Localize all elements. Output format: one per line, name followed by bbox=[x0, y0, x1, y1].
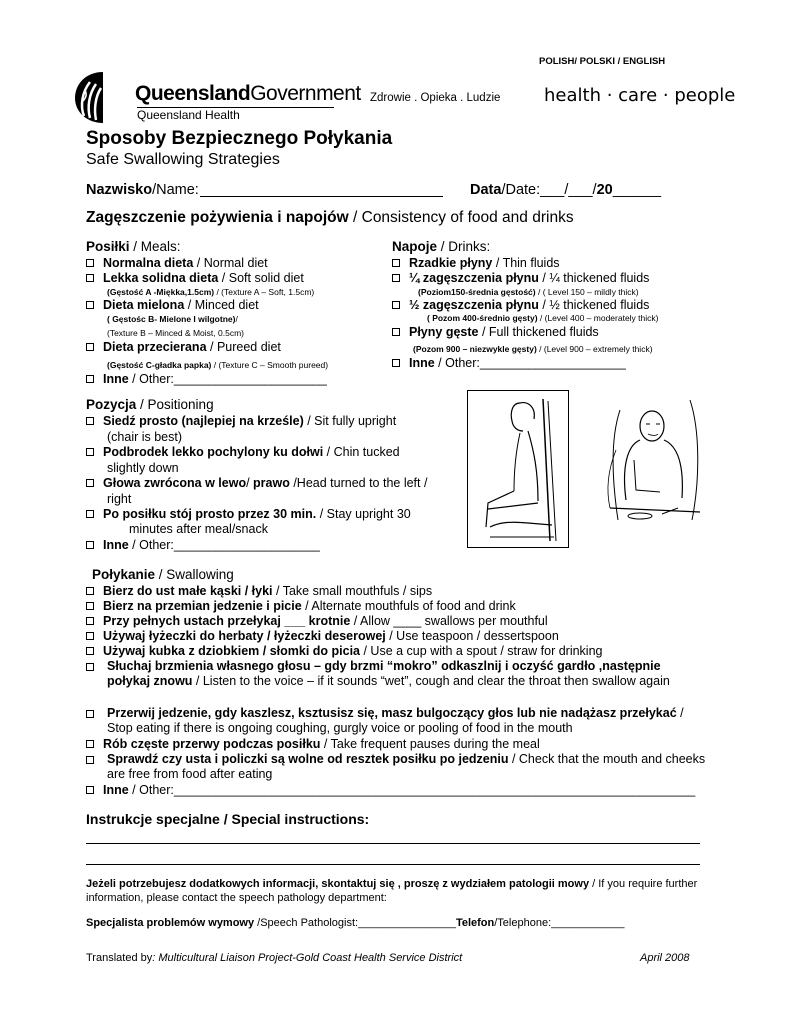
telephone-pl: Telefon bbox=[455, 917, 495, 929]
checkbox-icon[interactable] bbox=[86, 541, 94, 549]
swallow-spout-cup[interactable] bbox=[86, 644, 602, 659]
checkbox-icon[interactable] bbox=[86, 301, 94, 309]
meal-soft[interactable] bbox=[86, 271, 304, 286]
pos-other[interactable] bbox=[86, 538, 320, 553]
swallow-4-en: / Use a cup with a spout / straw for drinking bbox=[360, 644, 603, 658]
swallow-7-en: / Take frequent pauses during the meal bbox=[320, 737, 540, 751]
meal-minced-note-2: (Texture B – Minced & Moist, 0.5cm) bbox=[107, 328, 244, 338]
contact-info-en: / If you require further information, please contact the speech pathology department: bbox=[86, 878, 698, 904]
drink-full[interactable] bbox=[392, 325, 599, 340]
meal-minced-note-pl: ( Gęstośc B- Mielone I wilgotne) bbox=[107, 314, 236, 324]
swallow-7-pl: Rób częste przerwy podczas posiłku bbox=[103, 737, 321, 751]
positioning-heading bbox=[86, 397, 214, 412]
pos-head-en2: right bbox=[107, 492, 132, 506]
meal-soft-pl: Lekka solidna dieta bbox=[103, 271, 219, 285]
swallow-2-pl: Przy pełnych ustach przełykaj ___ krotnie bbox=[103, 614, 351, 628]
drink-quarter-note-en: / ( Level 150 – mildly thick) bbox=[535, 287, 639, 297]
checkbox-icon[interactable] bbox=[392, 259, 400, 267]
telephone-en: /Telephone:____________ bbox=[494, 917, 625, 929]
meal-soft-note-pl: (Gęstość A -Miękka,1.5cm) bbox=[107, 287, 215, 297]
seated-upright-illustration bbox=[467, 390, 569, 548]
swallow-per-mouthful[interactable] bbox=[86, 614, 548, 629]
date-label-pl: Data bbox=[470, 182, 502, 198]
pos-stay-en2: minutes after meal/snack bbox=[129, 522, 268, 536]
meal-minced-note-en: / bbox=[235, 314, 238, 324]
pos-sit-en: / Sit fully upright bbox=[303, 414, 397, 428]
swallowing-heading-pl: Połykanie bbox=[92, 567, 156, 582]
logo-main: Queensland bbox=[135, 82, 251, 105]
meal-pureed[interactable] bbox=[86, 340, 281, 355]
name-line bbox=[200, 196, 443, 197]
pos-sit-upright[interactable] bbox=[86, 414, 396, 429]
meal-pureed-note-pl: (Gęstość C-gładka papka) bbox=[107, 360, 212, 370]
checkbox-icon[interactable] bbox=[86, 663, 94, 671]
checkbox-icon[interactable] bbox=[86, 786, 94, 794]
pos-head-pl2: prawo bbox=[253, 476, 290, 490]
swallow-6-pl: Przerwij jedzenie, gdy kaszlesz, ksztusisz się, masz bulgoczący głos lub nie nadążasz przełykać bbox=[107, 706, 677, 720]
pos-head-turn[interactable] bbox=[86, 476, 427, 491]
meal-pureed-en: / Pureed diet bbox=[206, 340, 281, 354]
logo-sub bbox=[137, 108, 240, 122]
meal-normal-en: / Normal diet bbox=[193, 256, 268, 270]
drink-half-pl: ½ zagęszczenia płynu bbox=[409, 298, 539, 312]
meal-minced-note bbox=[107, 314, 238, 324]
pos-other-pl: Inne bbox=[103, 538, 129, 552]
pos-chin-en: / Chin tucked bbox=[323, 445, 400, 459]
drink-thin[interactable] bbox=[392, 256, 560, 271]
footer-date: April 2008 bbox=[640, 952, 690, 964]
checkbox-icon[interactable] bbox=[86, 259, 94, 267]
checkbox-icon[interactable] bbox=[86, 756, 94, 764]
pos-chin-tuck[interactable] bbox=[86, 445, 400, 460]
special-line-1[interactable] bbox=[86, 843, 700, 844]
special-instructions-heading: Instrukcje specjalne / Special instructions: bbox=[86, 811, 370, 827]
drink-thin-en: / Thin fluids bbox=[492, 256, 560, 270]
drinks-heading bbox=[392, 239, 490, 254]
drink-full-note-pl: (Pozom 900 – niezwykle gęsty) bbox=[413, 344, 537, 354]
drink-quarter-note-pl: (Poziom150-średnia gęstość) bbox=[418, 287, 536, 297]
meal-soft-note-en: / (Texture A – Soft, 1.5cm) bbox=[214, 287, 315, 297]
speech-pathologist-pl: Specjalista problemów wymowy bbox=[86, 917, 255, 929]
checkbox-icon[interactable] bbox=[392, 359, 400, 367]
drink-half-en: / ½ thickened fluids bbox=[538, 298, 650, 312]
queensland-logo-emblem bbox=[72, 70, 134, 124]
checkbox-icon[interactable] bbox=[86, 343, 94, 351]
drink-quarter-en: / ¼ thickened fluids bbox=[538, 271, 650, 285]
swallow-5-pl: Słuchaj brzmienia własnego głosu – gdy brzmi “mokro” odkaszlnij i oczyść gardło ,następnie połykaj znowu bbox=[107, 659, 661, 688]
date-tail: ______ bbox=[612, 182, 662, 198]
meal-minced-en: / Minced diet bbox=[184, 298, 259, 312]
swallow-8-en: / Check that the mouth and cheeks are free from food after eating bbox=[107, 752, 706, 781]
drink-quarter[interactable] bbox=[392, 271, 649, 286]
swallow-9-en: / Other:___________________________________________________________________________ bbox=[128, 783, 696, 797]
checkbox-icon[interactable] bbox=[392, 328, 400, 336]
pos-chin-en2: slightly down bbox=[107, 461, 179, 475]
swallow-other[interactable] bbox=[86, 783, 695, 798]
meal-soft-note bbox=[107, 287, 314, 297]
name-field[interactable] bbox=[86, 182, 199, 198]
drink-quarter-pl: ¼ zagęszczenia płynu bbox=[409, 271, 539, 285]
swallowing-heading bbox=[92, 567, 234, 582]
meal-minced-pl: Dieta mielona bbox=[103, 298, 185, 312]
speech-pathologist-field[interactable] bbox=[86, 917, 625, 929]
drink-full-note bbox=[413, 344, 653, 354]
swallow-frequent-pauses[interactable] bbox=[86, 737, 540, 752]
checkbox-icon[interactable] bbox=[86, 740, 94, 748]
swallow-8-pl: Sprawdź czy usta i policzki są wolne od resztek posiłku po jedzeniu bbox=[107, 752, 509, 766]
meal-pureed-pl: Dieta przecierana bbox=[103, 340, 207, 354]
contact-info bbox=[86, 877, 706, 905]
swallow-5-en: / Listen to the voice – if it sounds “wet”, cough and clear the throat then swallow again bbox=[192, 674, 670, 688]
drink-other-en: / Other:_____________________ bbox=[434, 356, 626, 370]
pos-sit-pl: Siedź prosto (najlepiej na krześle) bbox=[103, 414, 304, 428]
drink-half-note-pl: ( Pozom 400-średnio gęsty) bbox=[427, 313, 538, 323]
meals-heading-pl: Posiłki bbox=[86, 239, 130, 254]
positioning-heading-en: / Positioning bbox=[136, 397, 214, 412]
meal-pureed-note-en: / (Texture C – Smooth pureed) bbox=[211, 360, 329, 370]
swallow-check-mouth[interactable] bbox=[86, 752, 706, 782]
checkbox-icon[interactable] bbox=[86, 448, 94, 456]
pos-head-en: /Head turned to the left / bbox=[289, 476, 428, 490]
drinks-heading-pl: Napoje bbox=[392, 239, 438, 254]
pos-chin-pl: Podbrodek lekko pochylony ku dołwi bbox=[103, 445, 324, 459]
drink-full-note-en: / (Level 900 – extremely thick) bbox=[536, 344, 653, 354]
name-label-pl: Nazwisko bbox=[86, 182, 153, 198]
pos-stay-upright[interactable] bbox=[86, 507, 411, 522]
swallow-teaspoon[interactable] bbox=[86, 629, 559, 644]
checkbox-icon[interactable] bbox=[86, 587, 94, 595]
checkbox-icon[interactable] bbox=[86, 602, 94, 610]
meal-other[interactable] bbox=[86, 372, 327, 387]
drink-other[interactable] bbox=[392, 356, 626, 371]
drink-full-pl: Płyny gęste bbox=[409, 325, 479, 339]
checkbox-icon[interactable] bbox=[86, 479, 94, 487]
checkbox-icon[interactable] bbox=[392, 274, 400, 282]
drink-quarter-note bbox=[418, 287, 639, 297]
contact-info-pl: Jeżeli potrzebujesz dodatkowych informacji, skontaktuj się , proszę z wydziałem patologii mowy bbox=[86, 878, 590, 890]
date-year: 20 bbox=[596, 182, 613, 198]
swallow-0-en: / Take small mouthfuls / sips bbox=[272, 584, 433, 598]
swallow-3-pl: Używaj łyżeczki do herbaty / łyżeczki deserowej bbox=[103, 629, 386, 643]
footer-translated-by bbox=[86, 952, 462, 964]
drink-half[interactable] bbox=[392, 298, 649, 313]
checkbox-icon[interactable] bbox=[86, 417, 94, 425]
logo-sub-text: Queensland Health bbox=[137, 108, 240, 122]
checkbox-icon[interactable] bbox=[86, 274, 94, 282]
meal-normal[interactable] bbox=[86, 256, 268, 271]
drink-thin-pl: Rzadkie płyny bbox=[409, 256, 493, 270]
meal-pureed-note bbox=[107, 360, 328, 370]
swallow-small-mouthfuls[interactable] bbox=[86, 584, 432, 599]
logo-rule bbox=[137, 107, 334, 108]
swallow-4-pl: Używaj kubka z dziobkiem / słomki do picia bbox=[103, 644, 361, 658]
checkbox-icon[interactable] bbox=[86, 375, 94, 383]
swallow-0-pl: Bierz do ust małe kąski / łyki bbox=[103, 584, 273, 598]
pos-head-pl: Głowa zwrócona w lewo bbox=[103, 476, 247, 490]
date-field[interactable] bbox=[470, 182, 661, 198]
drink-half-note bbox=[427, 313, 658, 323]
checkbox-icon[interactable] bbox=[392, 301, 400, 309]
swallow-2-en: / Allow ____ swallows per mouthful bbox=[350, 614, 548, 628]
special-line-2[interactable] bbox=[86, 864, 700, 865]
tagline-english: health · care · people bbox=[544, 85, 736, 106]
pos-other-en: / Other:_____________________ bbox=[128, 538, 320, 552]
meal-soft-en: / Soft solid diet bbox=[218, 271, 304, 285]
checkbox-icon[interactable] bbox=[86, 510, 94, 518]
pos-stay-en: / Stay upright 30 bbox=[316, 507, 411, 521]
drink-half-note-en: / (Level 400 – moderately thick) bbox=[537, 313, 659, 323]
drink-full-en: / Full thickened fluids bbox=[478, 325, 599, 339]
meal-normal-pl: Normalna dieta bbox=[103, 256, 194, 270]
positioning-heading-pl: Pozycja bbox=[86, 397, 137, 412]
swallow-listen-voice[interactable] bbox=[86, 659, 706, 689]
swallow-6-en: / Stop eating if there is ongoing coughing, gurgly voice or pooling of food in the mouth bbox=[107, 706, 684, 735]
checkbox-icon[interactable] bbox=[86, 710, 94, 718]
swallow-9-pl: Inne bbox=[103, 783, 129, 797]
swallow-alternate[interactable] bbox=[86, 599, 516, 614]
meals-heading bbox=[86, 239, 181, 254]
language-tag: POLISH/ POLSKI / ENGLISH bbox=[539, 56, 666, 67]
title-english: Safe Swallowing Strategies bbox=[86, 151, 280, 168]
swallow-1-en: / Alternate mouthfuls of food and drink bbox=[301, 599, 516, 613]
title-polish: Sposoby Bezpiecznego Połykania bbox=[86, 128, 393, 149]
meals-heading-en: / Meals: bbox=[129, 239, 181, 254]
pos-sit-en2: (chair is best) bbox=[107, 430, 183, 444]
checkbox-icon[interactable] bbox=[86, 647, 94, 655]
pos-stay-pl: Po posiłku stój prosto przez 30 min. bbox=[103, 507, 317, 521]
drink-other-pl: Inne bbox=[409, 356, 435, 370]
name-label-en: /Name: bbox=[152, 182, 199, 198]
date-label-en: /Date:___/___/ bbox=[501, 182, 597, 198]
speech-pathologist-en: /Speech Pathologist:________________ bbox=[254, 917, 456, 929]
meal-other-en: / Other:______________________ bbox=[128, 372, 327, 386]
pos-head-mid: / bbox=[246, 476, 254, 490]
logo-wordmark bbox=[135, 82, 361, 106]
checkbox-icon[interactable] bbox=[86, 632, 94, 640]
person-eating-illustration bbox=[600, 390, 708, 540]
logo-gov: Government bbox=[250, 82, 361, 105]
swallowing-heading-en: / Swallowing bbox=[155, 567, 234, 582]
consistency-heading-pl: Zagęszczenie pożywienia i napojów bbox=[86, 209, 349, 226]
translated-by-label: Translated by bbox=[86, 952, 153, 964]
swallow-stop-eating[interactable] bbox=[86, 706, 706, 736]
swallow-3-en: / Use teaspoon / dessertspoon bbox=[385, 629, 559, 643]
consistency-heading-en: / Consistency of food and drinks bbox=[348, 209, 574, 226]
tagline-polish: Zdrowie . Opieka . Ludzie bbox=[370, 92, 501, 104]
drinks-heading-en: / Drinks: bbox=[437, 239, 491, 254]
consistency-heading bbox=[86, 209, 574, 227]
meal-minced[interactable] bbox=[86, 298, 259, 313]
checkbox-icon[interactable] bbox=[86, 617, 94, 625]
swallow-1-pl: Bierz na przemian jedzenie i picie bbox=[103, 599, 302, 613]
translator-name: : Multicultural Liaison Project-Gold Coast Health Service District bbox=[152, 952, 463, 964]
meal-other-pl: Inne bbox=[103, 372, 129, 386]
